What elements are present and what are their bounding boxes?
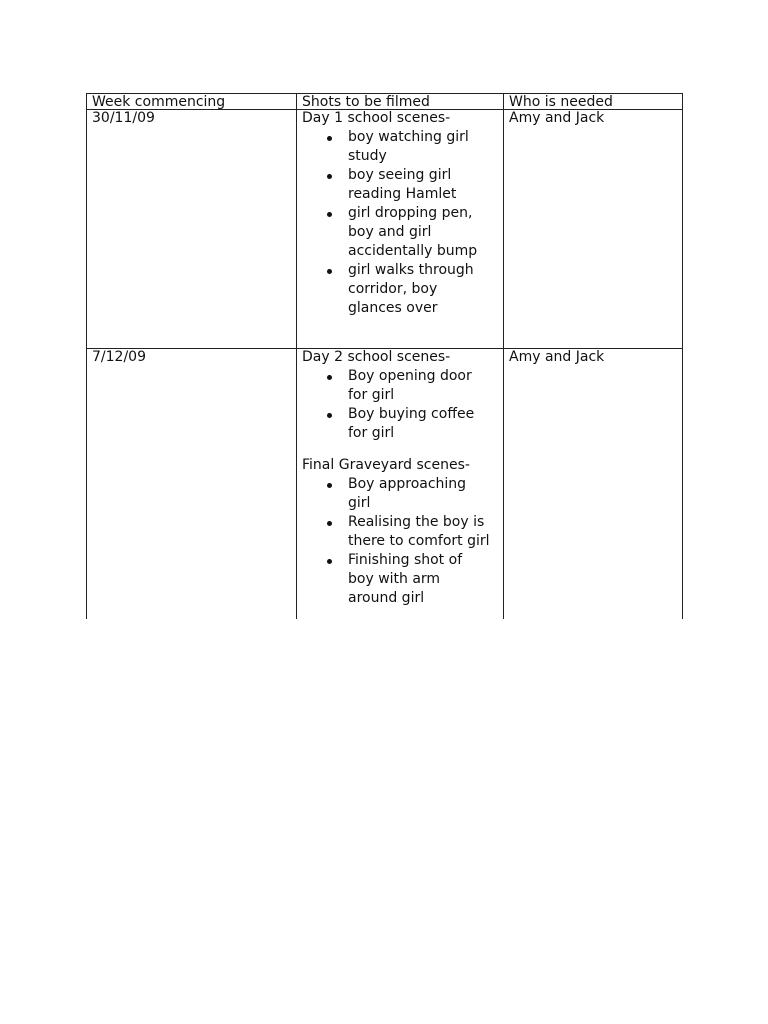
list-item bbox=[302, 513, 490, 551]
list-item-text: glances over bbox=[348, 300, 438, 316]
list-item-text: for girl bbox=[348, 387, 395, 403]
row-2-who: Amy and Jack bbox=[509, 349, 605, 365]
list-item bbox=[302, 204, 477, 261]
list-item bbox=[302, 367, 490, 405]
list-item-text: boy with arm bbox=[348, 571, 441, 587]
row-1-who: Amy and Jack bbox=[509, 110, 605, 126]
list-item-text: Boy buying coffee bbox=[348, 406, 475, 422]
list-item-text: there to comfort girl bbox=[348, 533, 490, 549]
table-border-left bbox=[86, 94, 87, 619]
bullet-icon bbox=[327, 174, 332, 179]
list-item-text: boy seeing girl bbox=[348, 167, 452, 183]
list-item bbox=[302, 128, 477, 166]
list-item-text: accidentally bump bbox=[348, 243, 478, 259]
list-item-text: corridor, boy bbox=[348, 281, 438, 297]
table-column-divider bbox=[296, 94, 297, 619]
row-2-section-title: Day 2 school scenes- bbox=[302, 349, 451, 365]
row-2-shot-list-2 bbox=[302, 475, 490, 608]
list-item bbox=[302, 166, 477, 204]
list-item-text: Finishing shot of bbox=[348, 552, 463, 568]
row-2-shot-list bbox=[302, 367, 490, 443]
row-1-shot-list bbox=[302, 128, 477, 318]
list-item bbox=[302, 475, 490, 513]
bullet-icon bbox=[327, 413, 332, 418]
filming-schedule-table bbox=[86, 93, 683, 619]
list-item-text: girl walks through bbox=[348, 262, 474, 278]
list-item-text: boy watching girl bbox=[348, 129, 469, 145]
bullet-icon bbox=[327, 136, 332, 141]
row-1-section-title: Day 1 school scenes- bbox=[302, 110, 451, 126]
bullet-icon bbox=[327, 269, 332, 274]
row-2-shots bbox=[302, 348, 490, 608]
bullet-icon bbox=[327, 521, 332, 526]
list-item-text: for girl bbox=[348, 425, 395, 441]
list-item-text: reading Hamlet bbox=[348, 186, 457, 202]
list-item-text: boy and girl bbox=[348, 224, 432, 240]
header-who-is-needed: Who is needed bbox=[509, 94, 613, 110]
list-item-text: study bbox=[348, 148, 387, 164]
list-item-text: girl dropping pen, bbox=[348, 205, 473, 221]
list-item-text: Boy opening door bbox=[348, 368, 472, 384]
bullet-icon bbox=[327, 375, 332, 380]
list-item bbox=[302, 405, 490, 443]
row-2-section2-title: Final Graveyard scenes- bbox=[302, 457, 470, 473]
table-column-divider bbox=[503, 94, 504, 619]
table-border-right bbox=[682, 94, 683, 619]
list-item-text: Realising the boy is bbox=[348, 514, 485, 530]
row-1-shots bbox=[302, 109, 477, 318]
row-2-week: 7/12/09 bbox=[92, 349, 146, 365]
list-item-text: Boy approaching bbox=[348, 476, 467, 492]
row-1-week: 30/11/09 bbox=[92, 110, 155, 126]
list-item-text: around girl bbox=[348, 590, 425, 606]
bullet-icon bbox=[327, 559, 332, 564]
bullet-icon bbox=[327, 212, 332, 217]
header-week-commencing: Week commencing bbox=[92, 94, 226, 110]
bullet-icon bbox=[327, 483, 332, 488]
paragraph-spacer bbox=[302, 443, 490, 456]
header-shots-to-be-filmed: Shots to be filmed bbox=[302, 94, 430, 110]
list-item bbox=[302, 261, 477, 318]
list-item bbox=[302, 551, 490, 608]
list-item-text: girl bbox=[348, 495, 371, 511]
